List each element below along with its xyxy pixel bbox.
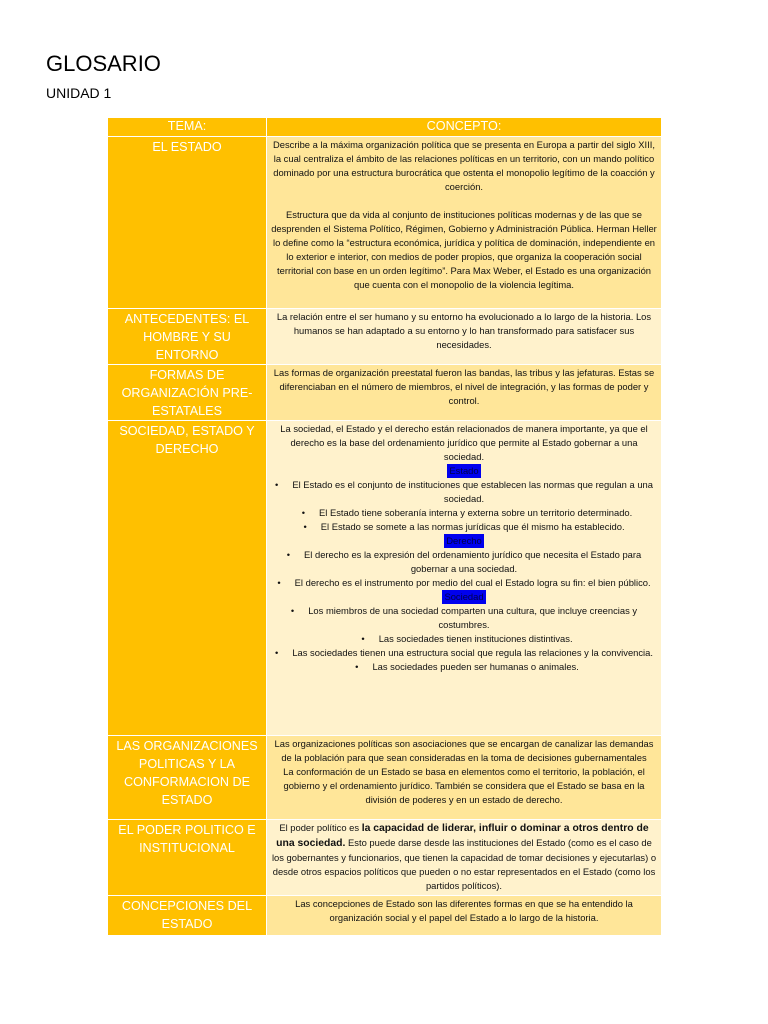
definition-poder: El poder político es la capacidad de liderar, influir o dominar a otros dentro de una sociedad. Esto puede darse desde las instituciones del Estado (como es el caso de los gobernantes y funcionarios, que tienen la capacidad de tomar decisiones y ejecutarlas) o desde otros espacios políticos que pueden o no estar representados en el Estado (como los partidos políticos).	[267, 820, 661, 895]
term-formas: FORMAS DE ORGANIZACIÓN PRE-ESTATALES	[108, 365, 266, 420]
definition-estado	[267, 137, 661, 308]
glossary-table	[107, 117, 662, 936]
term-poder: EL PODER POLITICO E INSTITUCIONAL	[108, 820, 266, 895]
table-row	[108, 309, 661, 364]
list-item: • El derecho es el instrumento por medio del cual el Estado logra su fin: el bien público.	[277, 577, 651, 588]
list-item: • Las sociedades tienen una estructura social que regula las relaciones y la convivencia.	[275, 647, 653, 658]
definition-paragraph: La sociedad, el Estado y el derecho están relacionados de manera importante, ya que el derecho es la base del ordenamiento jurídico que permite al Estado gobernar a una sociedad.	[280, 423, 648, 462]
table-row	[108, 896, 661, 935]
bullet-icon: •	[275, 479, 279, 490]
term-antecedentes: ANTECEDENTES: EL HOMBRE Y SU ENTORNO	[108, 309, 266, 364]
term-organizaciones: LAS ORGANIZACIONES POLITICAS Y LA CONFORMACION DE ESTADO	[108, 736, 266, 819]
table-row	[108, 736, 661, 819]
table-row	[108, 365, 661, 420]
list-item: • El Estado es el conjunto de instituciones que establecen las normas que regulan a una sociedad.	[275, 479, 653, 504]
bullet-icon: •	[361, 633, 365, 644]
table-header-row	[108, 118, 661, 136]
table-row	[108, 137, 661, 308]
definition-organizaciones	[267, 736, 661, 819]
table-row	[108, 421, 661, 735]
definition-concepciones: Las concepciones de Estado son las diferentes formas en que se ha entendido la organización social y el papel del Estado a lo largo de la historia.	[267, 896, 661, 935]
bullet-icon: •	[355, 661, 359, 672]
page-title: GLOSARIO	[46, 51, 161, 76]
bullet-icon: •	[277, 577, 281, 588]
header-tema: TEMA:	[108, 118, 266, 136]
bullet-icon: •	[275, 647, 279, 658]
highlight-label-sociedad: Sociedad	[444, 591, 484, 602]
table-row	[108, 820, 661, 895]
bullet-icon: •	[286, 549, 291, 560]
header-concepto: CONCEPTO:	[267, 118, 661, 136]
definition-paragraph: La conformación de un Estado se basa en elementos como el territorio, la población, el gobierno y el ordenamiento jurídico. También se considera que el Estado se basa en la división de poderes y en un estado de derecho.	[283, 766, 645, 805]
definition-paragraph: Estructura que da vida al conjunto de instituciones políticas modernas y de las que se desprenden el Sistema Político, Régimen, Gobierno y Administración Pública. Herman Heller lo define como la “estructura económica, jurídica y política de dominación, independiente en lo exterior e interior, con medios de poder propios, que organiza la cooperación social territorial con base en un orden legítimo”. Para Max Weber, el Estado es una organización que cuenta con el monopolio de la violencia legítima.	[271, 209, 657, 290]
list-item: • Las sociedades pueden ser humanas o animales.	[355, 661, 579, 672]
list-item: • El Estado tiene soberanía interna y externa sobre un territorio determinado.	[301, 507, 633, 518]
bullet-icon: •	[303, 521, 307, 532]
definition-paragraph: Las organizaciones políticas son asociaciones que se encargan de canalizar las demandas de la población para que sean consideradas en la toma de decisiones gubernamentales	[274, 738, 654, 763]
definition-formas: Las formas de organización preestatal fueron las bandas, las tribus y las jefaturas. Estas se diferenciaban en el número de miembros, el nivel de integración, y las formas de poder y control.	[267, 365, 661, 420]
term-estado: EL ESTADO	[108, 137, 266, 308]
highlight-label-derecho: Derecho	[446, 535, 482, 546]
definition-paragraph: Describe a la máxima organización política que se presenta en Europa a partir del siglo XIII, la cual centraliza el ámbito de las relaciones políticas en un territorio, con un mando político dominado por una estructura burocrática que ostenta el monopolio legítimo de la coacción y coerción.	[273, 139, 655, 192]
bullet-icon: •	[301, 507, 306, 518]
list-item: • El Estado se somete a las normas jurídicas que él mismo ha establecido.	[303, 521, 625, 532]
term-concepciones: CONCEPCIONES DEL ESTADO	[108, 896, 266, 935]
list-item: • Las sociedades tienen instituciones distintivas.	[361, 633, 573, 644]
bullet-icon: •	[290, 605, 295, 616]
term-sociedad: SOCIEDAD, ESTADO Y DERECHO	[108, 421, 266, 735]
bold-definition: la capacidad de liderar, influir o dominar a otros dentro de una sociedad.	[276, 823, 649, 849]
list-item: • El derecho es la expresión del ordenamiento jurídico que necesita el Estado para gobernar a una sociedad.	[286, 549, 642, 574]
definition-sociedad	[267, 421, 661, 735]
highlight-label-estado: Estado	[449, 465, 479, 476]
definition-antecedentes: La relación entre el ser humano y su entorno ha evolucionado a lo largo de la historia. Los humanos se han adaptado a su entorno y lo han transformado para satisfacer sus necesidades.	[267, 309, 661, 364]
page-subtitle: UNIDAD 1	[46, 85, 112, 101]
list-item: • Los miembros de una sociedad comparten una cultura, que incluye creencias y costumbres.	[290, 605, 638, 630]
